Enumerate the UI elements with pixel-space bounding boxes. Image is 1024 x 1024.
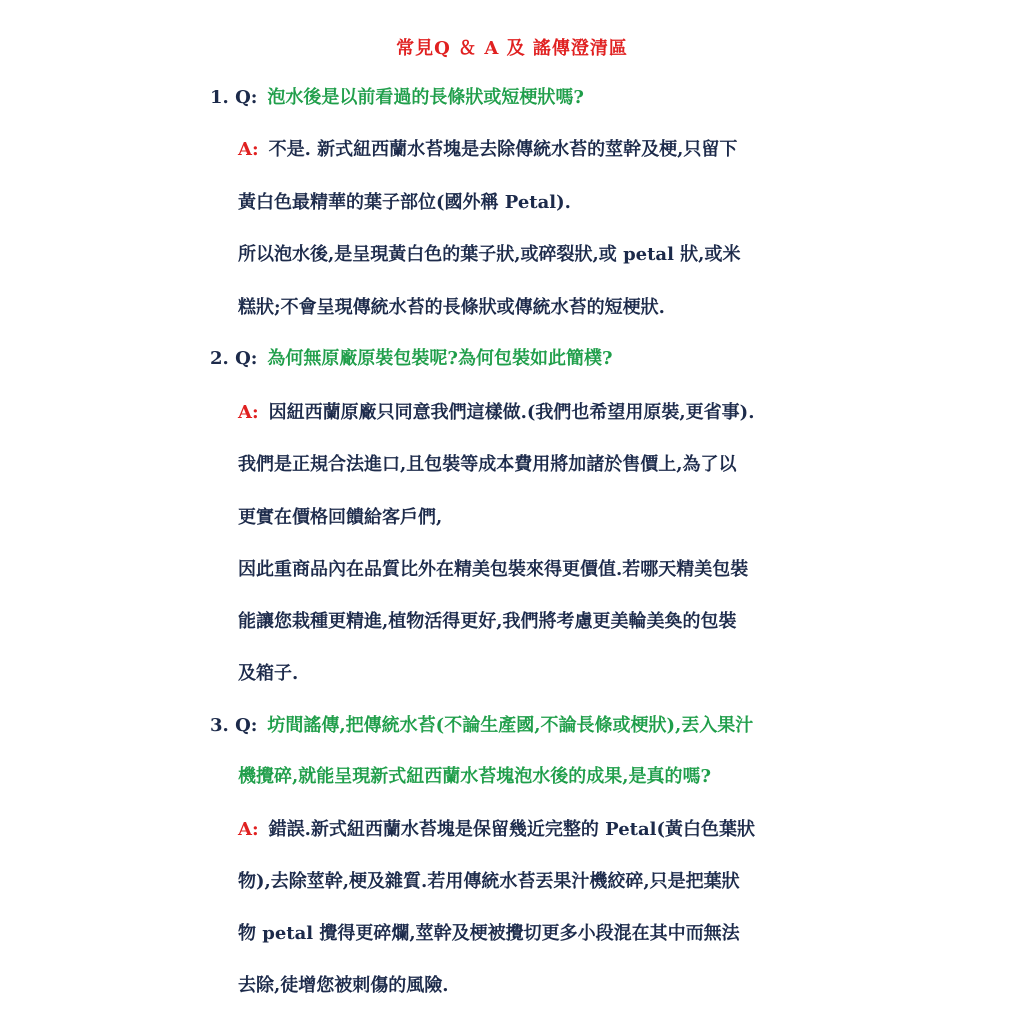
answer-1-line-1 [238,138,737,162]
q-label: Q: [235,87,258,108]
answer-1-line-4: 糕狀;不會呈現傳統水苔的長條狀或傳統水苔的短梗狀. [238,297,665,318]
answer-1-line-2: 黃白色最精華的葉子部位(國外稱 Petal). [238,192,571,213]
question-text: 坊間謠傳,把傳統水苔(不論生產國,不論長條或梗狀),丟入果汁 [267,715,754,736]
page-title: 常見Q ＆ A 及 謠傳澄清區 [396,38,628,59]
answer-2-line-5: 能讓您栽種更精進,植物活得更好,我們將考慮更美輪美奐的包裝 [238,611,737,632]
answer-2-line-1 [238,401,754,425]
answer-1-line-3: 所以泡水後,是呈現黃白色的葉子狀,或碎裂狀,或 petal 狀,或米 [238,244,741,265]
q-label: Q: [235,348,258,369]
question-3-line-2: 機攪碎,就能呈現新式紐西蘭水苔塊泡水後的成果,是真的嗎? [238,766,712,787]
question-text: 泡水後是以前看過的長條狀或短梗狀嗎? [267,87,584,108]
question-text: 為何無原廠原裝包裝呢?為何包裝如此簡樸? [267,348,613,369]
answer-3-line-2: 物),去除莖幹,梗及雜質.若用傳統水苔丟果汁機絞碎,只是把葉狀 [238,871,740,892]
answer-text: 因紐西蘭原廠只同意我們這樣做.(我們也希望用原裝,更省事). [268,402,755,423]
q-label: Q: [235,715,258,736]
question-3 [210,714,753,738]
a-label: A: [238,819,259,840]
question-2 [210,347,613,371]
item-number: 1. [210,87,229,108]
answer-text: 錯誤.新式紐西蘭水苔塊是保留幾近完整的 Petal(黃白色葉狀 [268,819,755,840]
answer-2-line-4: 因此重商品內在品質比外在精美包裝來得更價值.若哪天精美包裝 [238,559,749,580]
answer-2-line-6: 及箱子. [238,663,299,684]
answer-3-line-1 [238,818,755,842]
item-number: 2. [210,348,229,369]
a-label: A: [238,139,259,160]
answer-2-line-2: 我們是正規合法進口,且包裝等成本費用將加諸於售價上,為了以 [238,454,737,475]
answer-3-line-3: 物 petal 攪得更碎爛,莖幹及梗被攪切更多小段混在其中而無法 [238,923,740,944]
answer-3-line-4: 去除,徒增您被刺傷的風險. [238,975,449,996]
answer-text: 不是. 新式紐西蘭水苔塊是去除傳統水苔的莖幹及梗,只留下 [268,139,738,160]
question-1 [210,86,584,110]
a-label: A: [238,402,259,423]
item-number: 3. [210,715,229,736]
answer-2-line-3: 更實在價格回饋給客戶們, [238,507,443,528]
